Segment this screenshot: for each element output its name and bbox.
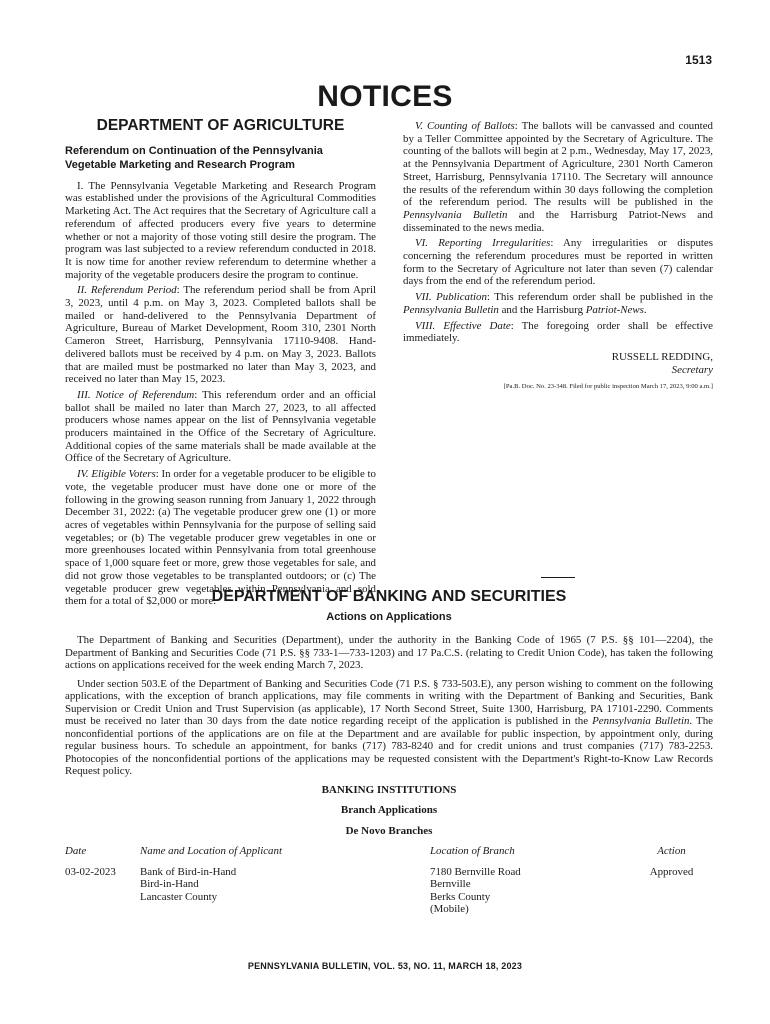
- agriculture-left-column: [65, 117, 376, 611]
- publication-name: Patriot-News: [585, 303, 644, 316]
- applicant-line: Bank of Bird-in-Hand: [140, 865, 237, 878]
- paragraph-text: : The ballots will be canvassed and counted by a Teller Committee appointed by the Secretary of Agriculture. The counting of the ballots will begin at 2 p.m., Wednesday, May 17, 2023, at the Pennsylvania Department of Agriculture, 2301 North Cameron Street, Harrisburg, Pennsylvania 17110. The Secretary will announce the results of the referendum within 30 days following the completion of the referendum period. The results will be published in the: [403, 120, 713, 209]
- paragraph-text: : The foregoing order shall be effective immediately.: [403, 319, 713, 345]
- agriculture-heading: DEPARTMENT OF AGRICULTURE: [96, 117, 345, 134]
- applications-table: [65, 845, 713, 916]
- de-novo-branches-heading: De Novo Branches: [345, 824, 433, 837]
- branch-line: Berks County: [430, 890, 491, 903]
- publication-name: Pennsylvania Bulletin: [592, 715, 690, 727]
- applicant-line: Bird-in-Hand: [140, 878, 199, 890]
- cell-applicant: [140, 866, 430, 916]
- paragraph-text: : In order for a vegetable producer to be eligible to vote, the vegetable producer must have done one or more of the following in the growing season running from January 1, 2022 through December 31, 2022: (a) The vegetable producer grew one (1) or more acres of vegetables within Pennsylvania for the purpose of selling said vegetables; or (b) The vegetable producer grew vegetables in one or more greenhouses located within Pennsylvania from total greenhouse space of 1,000 square feet or more, grew those vegetables for sale, and did not grow those vegetables to be transplanted outdoors; or (c) The vegetable producer grew vegetables within Pennsylvania and sold them for a total of $2,000 or more.: [65, 468, 376, 608]
- banking-paragraph-1: The Department of Banking and Securities (Department), under the authority in the Banking Code of 1965 (7 P.S. §§ 101—2204), the Department of Banking and Securities Code (71 P.S. §§ 733-1—733-1203) and 17 Pa.C.S. (relating to Credit Union Code), has taken the following actions on applications received for the week ending March 7, 2023.: [65, 634, 713, 671]
- signature-name: RUSSELL REDDING,: [611, 350, 713, 363]
- paragraph-label: VIII. Effective Date: [415, 319, 511, 332]
- agriculture-right-column: [403, 120, 713, 391]
- column-header-branch-location: Location of Branch: [430, 845, 515, 857]
- column-header-applicant: Name and Location of Applicant: [140, 845, 282, 857]
- paragraph-text: .: [643, 303, 647, 316]
- section-divider: [541, 577, 575, 578]
- agriculture-paragraph-8: [403, 320, 713, 345]
- agriculture-paragraph-3: [65, 389, 376, 465]
- page-footer: PENNSYLVANIA BULLETIN, VOL. 53, NO. 11, MARCH 18, 2023: [247, 961, 523, 971]
- paragraph-text: and the Harrisburg: [498, 303, 586, 316]
- agriculture-paragraph-6: [403, 237, 713, 288]
- paragraph-text: : The referendum period shall be from April 3, 2023, until 4 p.m. on May 3, 2023. Completed ballots shall be mailed or hand-delivered to the Pennsylvania Department of Agriculture, Bureau of Market Development, Room 310, 2301 North Cameron Street, Harrisburg, Pennsylvania 17110-9408. Hand-delivered ballots must be received by 4 p.m. on May 3, 2023. Ballots that are mailed must be postmarked no later than May 3, 2023, and received no later than May 15, 2023.: [65, 284, 376, 386]
- publication-name: Pennsylvania Bulletin: [403, 303, 499, 316]
- paragraph-label: II. Referendum Period: [77, 284, 177, 297]
- page-number: 1513: [685, 53, 712, 67]
- agriculture-paragraph-4: [65, 468, 376, 608]
- branch-line: (Mobile): [430, 903, 469, 915]
- table-row: [65, 866, 713, 916]
- cell-action: Approved: [649, 865, 694, 878]
- agriculture-subheading: Referendum on Continuation of the Pennsylvania Vegetable Marketing and Research Program: [65, 144, 323, 171]
- paragraph-label: III. Notice of Referendum: [77, 388, 195, 401]
- branch-line: 7180 Bernville Road: [430, 865, 521, 878]
- paragraph-text: Under section 503.E of the Department of Banking and Securities Code (71 P.S. § 733-503.E), any person wishing to comment on the following applications, with the exception of branch applications, may file comments in writing with the Department of Banking and Securities, Bank Supervision or Credit Union and Trust Supervision (as applicable), 17 North Second Street, Suite 1300, Harrisburg, PA 17101-2290. Comments must be received no later than 30 days from the date notice regarding receipt of the application is published in the: [65, 677, 713, 727]
- banking-institutions-heading: BANKING INSTITUTIONS: [321, 783, 457, 796]
- table-header-row: [65, 845, 713, 866]
- signature-title: Secretary: [671, 363, 713, 376]
- cell-date: 03-02-2023: [65, 865, 116, 878]
- banking-paragraph-2: [65, 678, 713, 778]
- column-header-action: Action: [657, 845, 686, 857]
- agriculture-paragraph-2: [65, 284, 376, 386]
- column-header-date: Date: [65, 845, 87, 857]
- cell-branch-location: [430, 866, 630, 916]
- banking-heading: DEPARTMENT OF BANKING AND SECURITIES: [211, 588, 567, 605]
- paragraph-text: and the Harrisburg Patriot-News and disseminated to the news media.: [403, 208, 714, 234]
- paragraph-label: V. Counting of Ballots: [415, 120, 515, 132]
- agriculture-paragraph-7: [403, 291, 713, 316]
- agriculture-paragraph-5: [403, 120, 713, 234]
- page-title: NOTICES: [317, 80, 453, 113]
- document-filing-note: [Pa.B. Doc. No. 23-348. Filed for public inspection March 17, 2023, 9:00 a.m.]: [503, 383, 713, 391]
- paragraph-label: IV. Eligible Voters: [77, 468, 156, 481]
- paragraph-label: VI. Reporting Irregularities: [415, 237, 551, 250]
- branch-line: Bernville: [430, 878, 471, 890]
- paragraph-text: . The nonconfidential portions of the applications are on file at the Department and are available for public inspection, by appointment only, during regular business hours. To schedule an appointment, for banks (717) 783-8240 and for credit unions and trust companies (717) 783-2253. Photocopies of the nonconfidential portions of the applications may be requested consistent with the Department's Right-to-Know Law Records Request policy.: [65, 715, 713, 777]
- banking-subheading: Actions on Applications: [326, 610, 452, 623]
- applicant-line: Lancaster County: [140, 890, 218, 903]
- paragraph-text: : This referendum order and an official ballot shall be mailed no later than March 27, 2023, to all affected producers whose names appear on the list of Pennsylvania vegetable producers maintained in the Office of the Secretary of Agriculture. Additional copies of the same materials shall be made available at the Office of the Secretary of Agriculture.: [65, 388, 376, 465]
- publication-name: Pennsylvania Bulletin: [403, 208, 508, 221]
- paragraph-text: : This referendum order shall be published in the: [486, 291, 713, 304]
- banking-section: [65, 588, 713, 916]
- paragraph-label: VII. Publication: [415, 291, 487, 304]
- agriculture-paragraph-1: I. The Pennsylvania Vegetable Marketing and Research Program was established under the provisions of the Agricultural Commodities Marketing Act. The Act requires that the Secretary of Agriculture call a referendum of affected producers every five years to determine whether or not a majority of those voting still desire the program. The program was last subjected to a review referendum conducted in 2018. It is now time for another review referendum to determine whether a majority of the vegetable producers desire the program to continue.: [65, 179, 376, 281]
- paragraph-text: : Any irregularities or disputes concerning the referendum procedures must be reported in written form to the Secretary of Agriculture not later than seven (7) calendar days from the end of the referendum period.: [403, 237, 713, 288]
- branch-applications-heading: Branch Applications: [340, 804, 438, 816]
